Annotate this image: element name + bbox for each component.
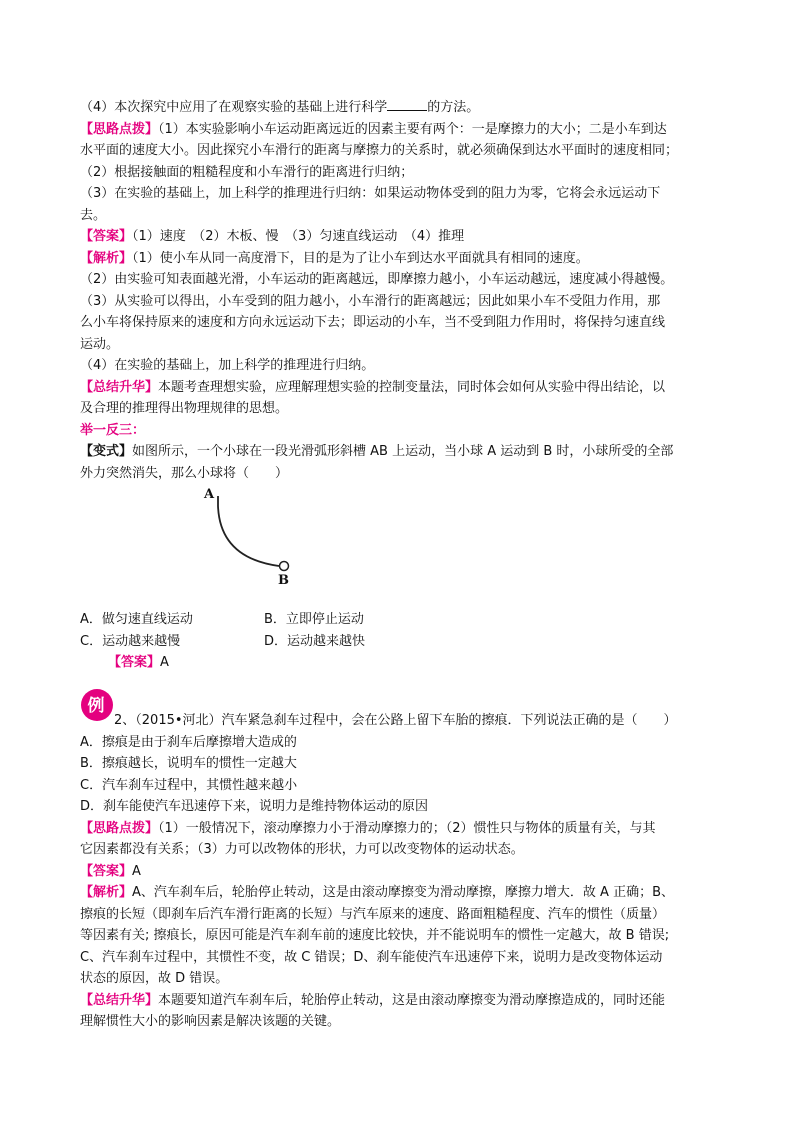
- variant-question-text-1: 如图所示，一个小球在一段光滑弧形斜槽 AB 上运动，当小球 A 运动到 B 时，小球所受的全部: [132, 444, 674, 459]
- example-2-jiexi-tag: 【解析】: [80, 885, 133, 900]
- q4-prefix: （4）本次探究中应用了在观察实验的基础上进行科学: [80, 100, 388, 115]
- variant-option-c: C．运动越来越慢: [80, 633, 181, 649]
- variant-options-row-1: [80, 609, 720, 631]
- example-2-answer: A: [132, 863, 141, 879]
- example-2-jiexi-line-2: 擦痕的长短（即刹车后汽车滑行距离的长短）与汽车原来的速度、路面粗糙程度、汽车的惯性（质量）: [80, 906, 666, 922]
- example-2-answer-line: [80, 861, 720, 883]
- siluo-text-1: （1）本实验影响小车运动距离远近的因素主要有两个：一是摩擦力的大小；二是小车到达: [158, 121, 667, 137]
- example-badge-icon: [80, 688, 114, 722]
- variant-option-b: B．立即停止运动: [264, 612, 364, 627]
- siluo-line-3: （2）根据接触面的粗糙程度和小车滑行的距离进行归纳；: [80, 164, 414, 180]
- document-page: [80, 97, 720, 1033]
- siluo-line-5: 去。: [80, 207, 107, 223]
- jiexi-line-5: 运动。: [80, 336, 120, 352]
- variant-heading: 举一反三：: [80, 422, 146, 438]
- example-2-stem: 2、（2015•河北）汽车紧急刹车过程中，会在公路上留下车胎的擦痕．下列说法正确的是（ ）: [114, 712, 677, 728]
- example-2-jiexi-line-4: C、汽车刹车过程中，其惯性不变，故 C 错误；D、刹车能使汽车迅速停下来，说明力是改变物体运动: [80, 949, 663, 965]
- q4-suffix: 的方法。: [427, 100, 480, 115]
- example-2-jiexi-line-5: 状态的原因，故 D 错误。: [80, 971, 229, 986]
- example-2-jiexi-line-1: [80, 882, 720, 904]
- example-2-jiexi-text-1: A、汽车刹车后，轮胎停止转动，这是由滚动摩擦变为滑动摩擦，摩擦力增大．故 A 正确；B、: [132, 885, 674, 900]
- zongjie-tag: 【总结升华】: [80, 379, 159, 395]
- example-2-option-b: B．擦痕越长，说明车的惯性一定越大: [80, 756, 297, 771]
- example-2-header: [80, 688, 720, 732]
- jiexi-text-1: （1）使小车从同一高度滑下，目的是为了让小车到达水平面就具有相同的速度。: [132, 250, 589, 266]
- answer-tag: 【答案】: [80, 229, 133, 244]
- arc-track-figure: [80, 484, 720, 609]
- variant-answer-tag: 【答案】: [108, 655, 161, 670]
- answer-line: [80, 226, 720, 248]
- example-2-siluo-line-2: 它因素都没有关系；（3）力可以改物体的形状，力可以改变物体的运动状态。: [80, 842, 524, 857]
- jiexi-line-2: （2）由实验可知表面越光滑，小车运动的距离越远，即摩擦力越小，小车运动越远，速度减小得越慢。: [80, 272, 674, 287]
- q4-line: [80, 97, 720, 119]
- zongjie-text-1: 本题考查理想实验，应理解理想实验的控制变量法，同时体会如何从实验中得出结论，以: [158, 379, 666, 395]
- variant-options-row-2: [80, 631, 720, 653]
- jiexi-line-4: 么小车将保持原来的速度和方向永远运动下去；即运动的小车，当不受到阻力作用时，将保持匀速直线: [80, 315, 666, 330]
- jiexi-line-3: （3）从实验可以得出，小车受到的阻力越小，小车滑行的距离越远；因此如果小车不受阻力作用，那: [80, 293, 661, 309]
- zongjie-line-1: [80, 377, 720, 399]
- variant-answer-line: [80, 652, 720, 674]
- example-2-option-c: C．汽车刹车过程中，其惯性越来越小: [80, 777, 298, 793]
- example-2-siluo-line-1: [80, 818, 720, 840]
- example-2-option-a: A．擦痕是由于刹车后摩擦增大造成的: [80, 734, 297, 750]
- example-2-zongjie-text-1: 本题要知道汽车刹车后，轮胎停止转动，这是由滚动摩擦变为滑动摩擦造成的，同时还能: [158, 992, 666, 1008]
- variant-question-line-2: 外力突然消失，那么小球将（ ）: [80, 465, 289, 481]
- variant-question-line-1: [80, 441, 720, 463]
- jiexi-line-1: [80, 248, 720, 270]
- arc-track-line: [218, 496, 279, 566]
- siluo-line-4: （3）在实验的基础上，加上科学的推理进行归纳：如果运动物体受到的阻力为零，它将会永远运动下: [80, 186, 661, 201]
- answer-text: （1）速度 （2）木板、慢 （3）匀速直线运动 （4）推理: [132, 229, 465, 244]
- variant-tag: 【变式】: [80, 444, 133, 459]
- example-2-zongjie-line-2: 理解惯性大小的影响因素是解决该题的关键。: [80, 1014, 341, 1029]
- example-2-zongjie-line-1: [80, 990, 720, 1012]
- siluo-tag: 【思路点拨】: [80, 121, 159, 137]
- zongjie-line-2: 及合理的推理得出物理规律的思想。: [80, 401, 289, 416]
- example-2-jiexi-line-3: 等因素有关; 擦痕长，原因可能是汽车刹车前的速度比较快，并不能说明车的惯性一定越大，故 B 错误;: [80, 928, 670, 943]
- variant-option-d: D．运动越来越快: [264, 633, 366, 649]
- variant-option-a: A．做匀速直线运动: [80, 612, 193, 627]
- jiexi-tag: 【解析】: [80, 250, 133, 266]
- variant-answer: A: [160, 655, 169, 670]
- example-2-answer-tag: 【答案】: [80, 863, 133, 879]
- point-a-label: A: [204, 487, 215, 502]
- example-2-siluo-tag: 【思路点拨】: [80, 820, 159, 836]
- example-2-zongjie-tag: 【总结升华】: [80, 992, 159, 1008]
- jiexi-line-6: （4）在实验的基础上，加上科学的推理进行归纳。: [80, 358, 375, 373]
- example-2-siluo-text-1: （1）一般情况下，滚动摩擦力小于滑动摩擦力的；（2）惯性只与物体的质量有关，与其: [158, 820, 656, 836]
- example-badge-text: 例: [87, 695, 105, 716]
- siluo-line-1: [80, 119, 720, 141]
- example-2-option-d: D．刹车能使汽车迅速停下来，说明力是维持物体运动的原因: [80, 799, 429, 814]
- q4-blank: [387, 97, 427, 111]
- point-b-label: B: [278, 573, 289, 588]
- siluo-line-2: 水平面的速度大小。因此探究小车滑行的距离与摩擦力的关系时，就必须确保到达水平面时的速度相同；: [80, 143, 679, 158]
